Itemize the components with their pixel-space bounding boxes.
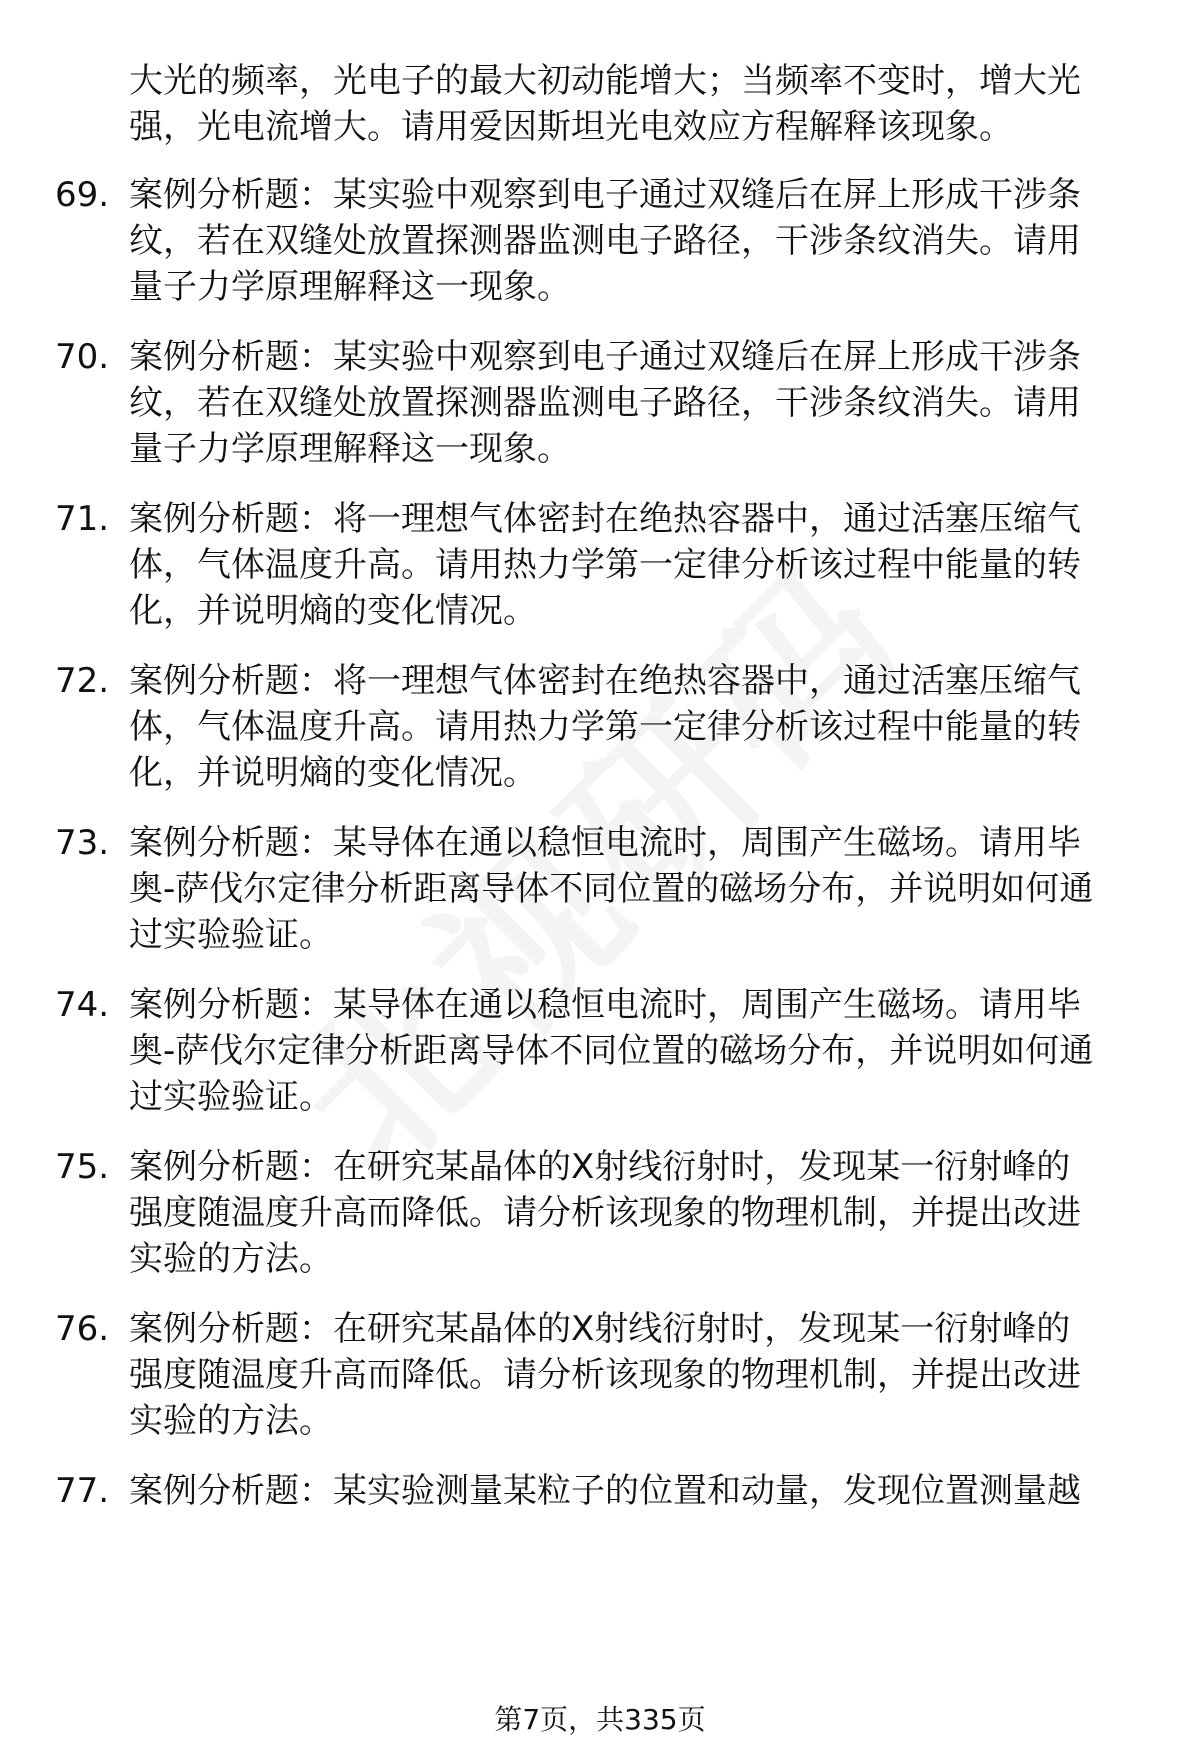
question-number: 75. [55, 1147, 110, 1187]
question-74 [55, 982, 1150, 1120]
question-number: 72. [55, 661, 110, 701]
question-text: 案例分析题：某导体在通以稳恒电流时，周围产生磁场。请用毕 奥-萨伐尔定律分析距离导体不同位置的磁场分布，并说明如何通 过实验验证。 [129, 823, 1094, 955]
question-75 [55, 1144, 1150, 1282]
question-72 [55, 658, 1150, 796]
question-number: 73. [55, 823, 110, 863]
question-text: 案例分析题：将一理想气体密封在绝热容器中，通过活塞压缩气 体，气体温度升高。请用热力学第一定律分析该过程中能量的转 化，并说明熵的变化情况。 [129, 661, 1081, 793]
question-70 [55, 334, 1150, 472]
question-text: 案例分析题：在研究某晶体的X射线衍射时，发现某一衍射峰的 强度随温度升高而降低。请分析该现象的物理机制，并提出改进 实验的方法。 [129, 1309, 1081, 1441]
question-76 [55, 1306, 1150, 1444]
question-number: 70. [55, 337, 110, 377]
question-77 [55, 1468, 1150, 1514]
continuation-paragraph [55, 58, 1150, 150]
page-footer: 第7页，共335页 [494, 1703, 706, 1736]
question-text: 案例分析题：某导体在通以稳恒电流时，周围产生磁场。请用毕 奥-萨伐尔定律分析距离导体不同位置的磁场分布，并说明如何通 过实验验证。 [129, 985, 1094, 1117]
paragraph-text: 大光的频率，光电子的最大初动能增大；当频率不变时，增大光 强，光电流增大。请用爱因斯坦光电效应方程解释该现象。 [129, 61, 1081, 147]
question-text: 案例分析题：某实验中观察到电子通过双缝后在屏上形成干涉条 纹，若在双缝处放置探测器监测电子路径，干涉条纹消失。请用 量子力学原理解释这一现象。 [129, 337, 1081, 469]
question-69 [55, 172, 1150, 310]
question-number: 74. [55, 985, 110, 1025]
question-71 [55, 496, 1150, 634]
question-text: 案例分析题：在研究某晶体的X射线衍射时，发现某一衍射峰的 强度随温度升高而降低。请分析该现象的物理机制，并提出改进 实验的方法。 [129, 1147, 1081, 1279]
question-number: 77. [55, 1471, 110, 1511]
question-73 [55, 820, 1150, 958]
question-number: 76. [55, 1309, 110, 1349]
question-text: 案例分析题：某实验测量某粒子的位置和动量，发现位置测量越 [129, 1471, 1081, 1511]
question-number: 71. [55, 499, 110, 539]
question-number: 69. [55, 175, 110, 215]
question-text: 案例分析题：将一理想气体密封在绝热容器中，通过活塞压缩气 体，气体温度升高。请用热力学第一定律分析该过程中能量的转 化，并说明熵的变化情况。 [129, 499, 1081, 631]
question-text: 案例分析题：某实验中观察到电子通过双缝后在屏上形成干涉条 纹，若在双缝处放置探测器监测电子路径，干涉条纹消失。请用 量子力学原理解释这一现象。 [129, 175, 1081, 307]
